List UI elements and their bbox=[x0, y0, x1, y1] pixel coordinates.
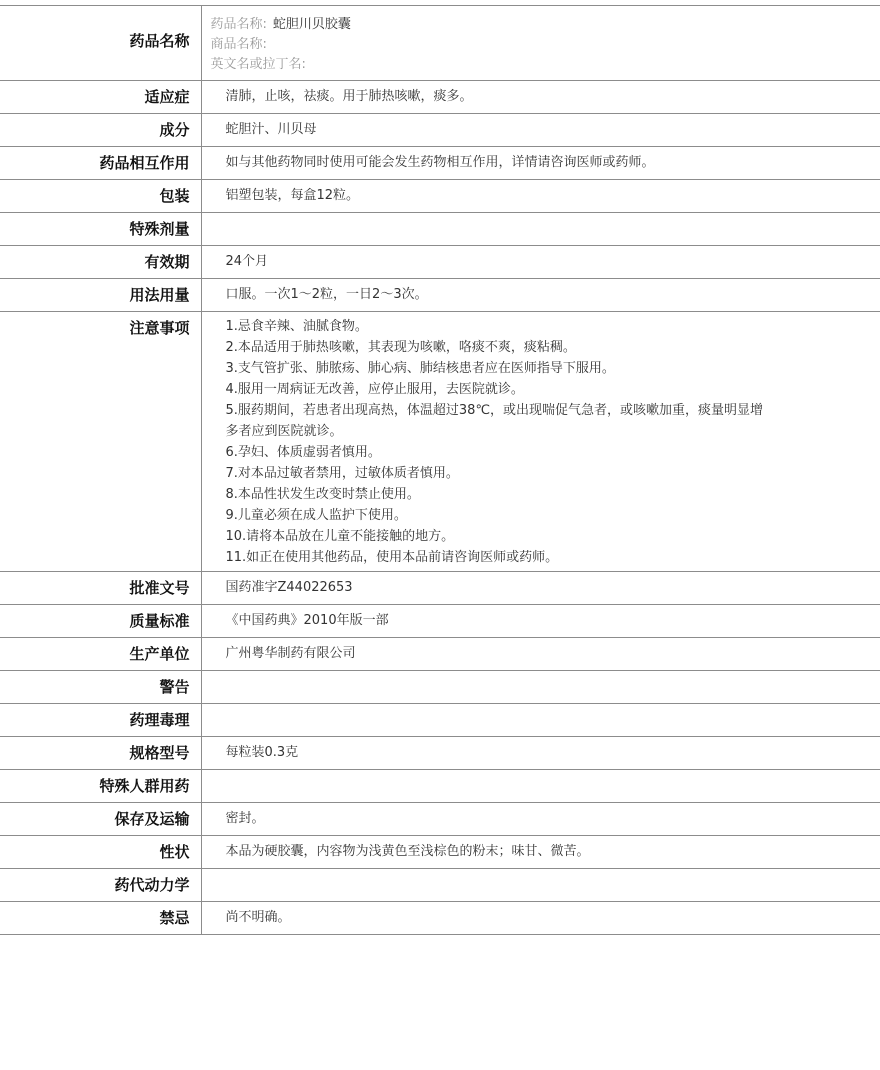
spec-row-shelf-life bbox=[0, 246, 880, 279]
spec-row-pharmacokinetics bbox=[0, 869, 880, 902]
row-value: 尚不明确。 bbox=[201, 902, 880, 935]
row-value bbox=[201, 213, 880, 246]
spec-row-special-population bbox=[0, 770, 880, 803]
row-label: 批准文号 bbox=[0, 572, 201, 605]
list-item: 2.本品适用于肺热咳嗽，其表现为咳嗽，咯痰不爽，痰粘稠。 bbox=[225, 340, 576, 355]
row-value: 清肺，止咳，祛痰。用于肺热咳嗽，痰多。 bbox=[201, 81, 880, 114]
spec-row-specification bbox=[0, 737, 880, 770]
list-item: 5.服药期间，若患者出现高热，体温超过38℃，或出现喘促气急者，或咳嗽加重，痰量明显增多者应到医院就诊。 bbox=[225, 403, 764, 439]
row-value: 如与其他药物同时使用可能会发生药物相互作用，详情请咨询医师或药师。 bbox=[201, 147, 880, 180]
list-item: 1.忌食辛辣、油腻食物。 bbox=[225, 319, 368, 334]
spec-row-precautions bbox=[0, 312, 880, 572]
row-label: 性状 bbox=[0, 836, 201, 869]
list-item: 8.本品性状发生改变时禁止使用。 bbox=[225, 487, 420, 502]
row-label: 药品相互作用 bbox=[0, 147, 201, 180]
spec-row-quality-standard bbox=[0, 605, 880, 638]
row-value: 24个月 bbox=[201, 246, 880, 279]
list-item: 4.服用一周病证无改善，应停止服用，去医院就诊。 bbox=[225, 382, 524, 397]
row-value: 口服。一次1～2粒，一日2～3次。 bbox=[201, 279, 880, 312]
row-label: 特殊人群用药 bbox=[0, 770, 201, 803]
row-label: 成分 bbox=[0, 114, 201, 147]
generic-name-key: 药品名称: bbox=[210, 17, 267, 32]
row-label: 质量标准 bbox=[0, 605, 201, 638]
trade-name-key: 商品名称: bbox=[210, 37, 267, 52]
generic-name-value: 蛇胆川贝胶囊 bbox=[272, 17, 351, 32]
precautions-list bbox=[226, 316, 771, 568]
row-label: 有效期 bbox=[0, 246, 201, 279]
row-label: 药品名称 bbox=[0, 6, 201, 81]
row-value: 每粒装0.3克 bbox=[201, 737, 880, 770]
spec-row-appearance bbox=[0, 836, 880, 869]
spec-row-manufacturer bbox=[0, 638, 880, 671]
row-label: 禁忌 bbox=[0, 902, 201, 935]
row-value bbox=[201, 770, 880, 803]
list-item: 7.对本品过敏者禁用，过敏体质者慎用。 bbox=[225, 466, 459, 481]
row-value: 国药准字Z44022653 bbox=[201, 572, 880, 605]
row-label: 注意事项 bbox=[0, 312, 201, 572]
name-values bbox=[201, 6, 880, 81]
spec-row-packaging bbox=[0, 180, 880, 213]
row-value: 本品为硬胶囊，内容物为浅黄色至浅棕色的粉末；味甘、微苦。 bbox=[201, 836, 880, 869]
spec-row-usage-dosage bbox=[0, 279, 880, 312]
spec-row-name bbox=[0, 6, 880, 81]
spec-row-ingredients bbox=[0, 114, 880, 147]
row-value bbox=[201, 704, 880, 737]
list-item: 3.支气管扩张、肺脓疡、肺心病、肺结核患者应在医师指导下服用。 bbox=[225, 361, 615, 376]
spec-row-interactions bbox=[0, 147, 880, 180]
english-name-line bbox=[211, 55, 873, 75]
spec-row-storage bbox=[0, 803, 880, 836]
list-item: 6.孕妇、体质虚弱者慎用。 bbox=[225, 445, 381, 460]
row-label: 特殊剂量 bbox=[0, 213, 201, 246]
row-label: 药理毒理 bbox=[0, 704, 201, 737]
spec-row-approval-number bbox=[0, 572, 880, 605]
generic-name-line bbox=[211, 15, 873, 35]
spec-row-special-dosage bbox=[0, 213, 880, 246]
list-item: 10.请将本品放在儿童不能接触的地方。 bbox=[225, 529, 455, 544]
spec-row-contraindications bbox=[0, 902, 880, 935]
row-label: 保存及运输 bbox=[0, 803, 201, 836]
row-value: 密封。 bbox=[201, 803, 880, 836]
drug-spec-table bbox=[0, 5, 880, 935]
row-value: 铝塑包装，每盒12粒。 bbox=[201, 180, 880, 213]
english-name-key: 英文名或拉丁名: bbox=[210, 57, 306, 72]
spec-row-warning bbox=[0, 671, 880, 704]
list-item: 9.儿童必须在成人监护下使用。 bbox=[225, 508, 407, 523]
row-label: 包装 bbox=[0, 180, 201, 213]
row-value: 蛇胆汁、川贝母 bbox=[201, 114, 880, 147]
row-value: 广州粤华制药有限公司 bbox=[201, 638, 880, 671]
spec-row-indications bbox=[0, 81, 880, 114]
precautions-list-cell bbox=[201, 312, 880, 572]
row-value bbox=[201, 869, 880, 902]
row-label: 规格型号 bbox=[0, 737, 201, 770]
row-label: 用法用量 bbox=[0, 279, 201, 312]
row-label: 药代动力学 bbox=[0, 869, 201, 902]
row-value bbox=[201, 671, 880, 704]
spec-row-pharmacology bbox=[0, 704, 880, 737]
row-value: 《中国药典》2010年版一部 bbox=[201, 605, 880, 638]
list-item: 11.如正在使用其他药品，使用本品前请咨询医师或药师。 bbox=[225, 550, 559, 565]
trade-name-line bbox=[211, 35, 873, 55]
row-label: 警告 bbox=[0, 671, 201, 704]
row-label: 适应症 bbox=[0, 81, 201, 114]
row-label: 生产单位 bbox=[0, 638, 201, 671]
